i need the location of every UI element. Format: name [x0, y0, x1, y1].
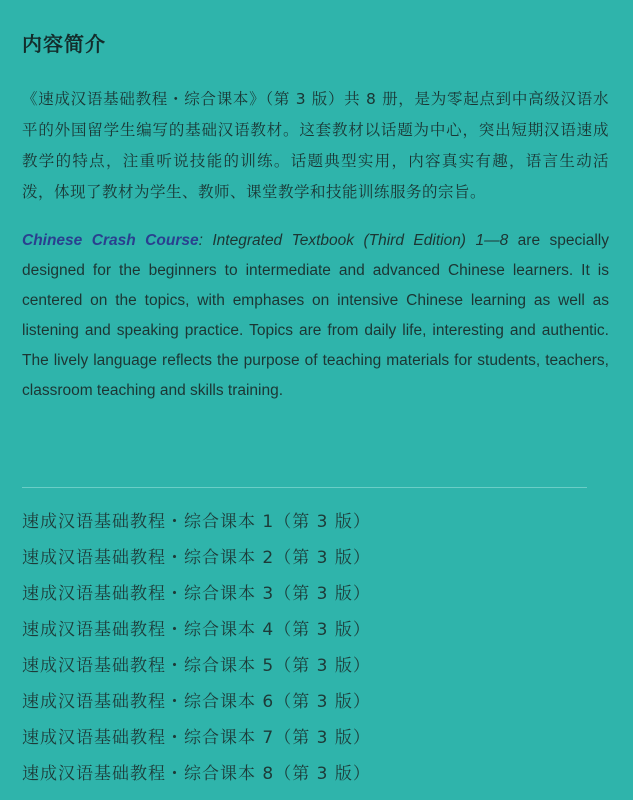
book-subtitle-english: : Integrated Textbook (Third Edition) 1—8 [198, 232, 509, 249]
book-title-english: Chinese Crash Course [22, 232, 199, 249]
list-item: 速成汉语基础教程・综合课本 6（第 3 版） [22, 692, 371, 712]
list-item: 速成汉语基础教程・综合课本 5（第 3 版） [22, 656, 371, 676]
list-item: 速成汉语基础教程・综合课本 7（第 3 版） [22, 728, 371, 748]
section-divider [22, 487, 587, 488]
list-item: 速成汉语基础教程・综合课本 4（第 3 版） [22, 620, 371, 640]
intro-chinese-paragraph: 《速成汉语基础教程・综合课本》（第 3 版）共 8 册，是为零起点到中高级汉语水平的外国留学生编写的基础汉语教材。这套教材以话题为中心，突出短期汉语速成教学的特点，注重听说技能的训练。话题典型实用，内容真实有趣，语言生动活泼，体现了教材为学生、教师、课堂教学和技能训练服务的宗旨。 [22, 90, 609, 201]
intro-english-body: are specially designed for the beginners to intermediate and advanced Chinese learners. It is centered on the topics, with emphases on intensive Chinese learning as well as listening and speaking practice. Topics are from daily life, interesting and authentic. The lively language reflects the purpose of teaching materials for students, teachers, classroom teaching and skills training. [22, 232, 610, 399]
intro-english-paragraph [22, 226, 609, 406]
list-item: 速成汉语基础教程・综合课本 3（第 3 版） [22, 584, 371, 604]
list-item: 速成汉语基础教程・综合课本 2（第 3 版） [22, 548, 371, 568]
section-heading: 内容简介 [22, 32, 106, 56]
list-item: 速成汉语基础教程・综合课本 1（第 3 版） [22, 512, 371, 532]
list-item: 速成汉语基础教程・综合课本 8（第 3 版） [22, 764, 371, 784]
volume-list [22, 504, 371, 792]
